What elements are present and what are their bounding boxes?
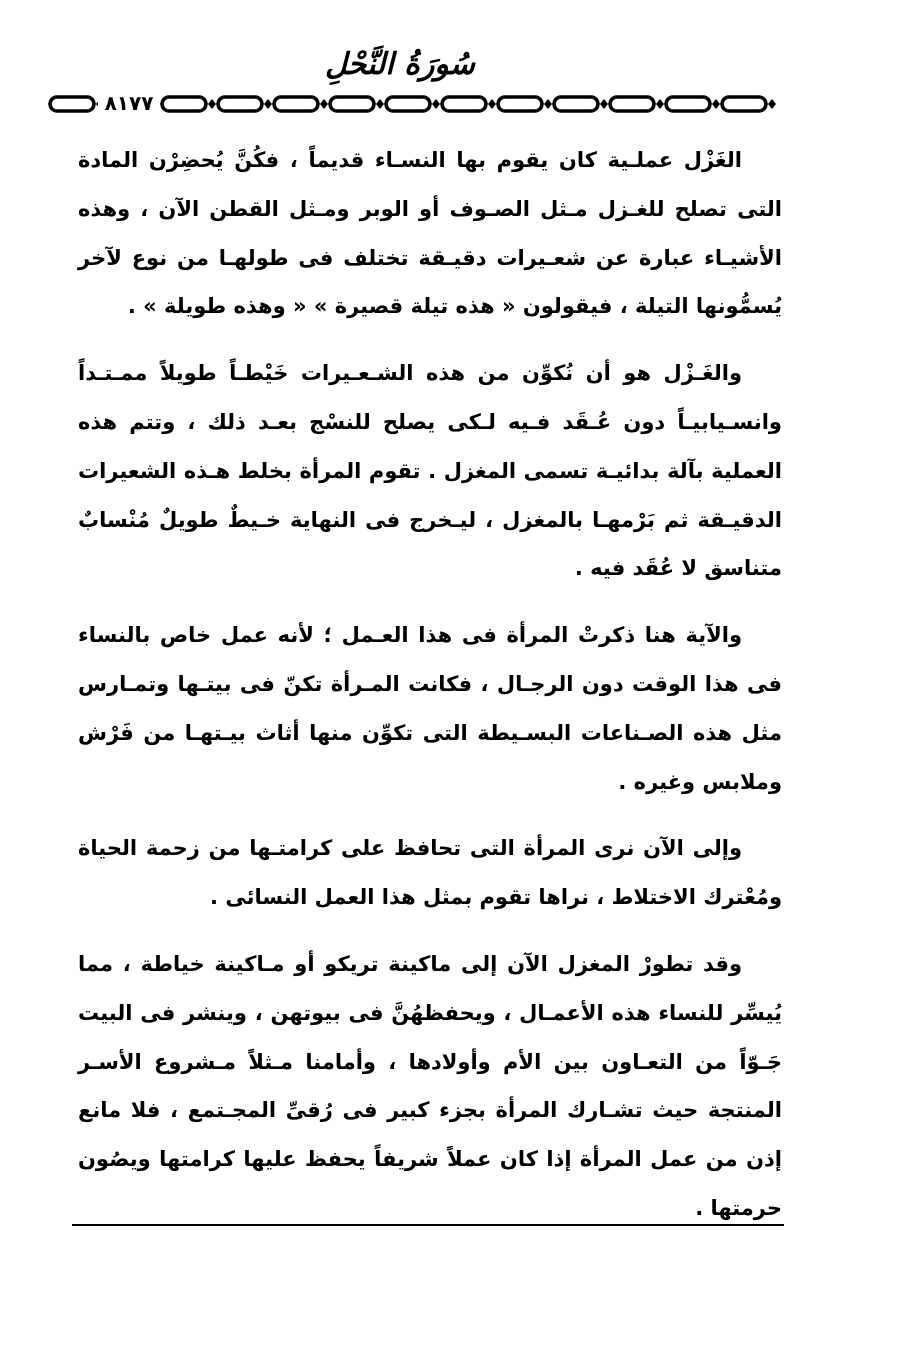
paragraph: والآية هنا ذكرتْ المرأة فى هذا العـمل ؛ لأنه عمل خاص بالنساء فى هذا الوقت دون الرجـال ، فكانت المـرأة تكنّ فى بيتـها وتمـارس مثل هذه الصـناعات البسـيطة التى تكوِّن منها أثاث بيـتهـا من فَرْش وملابس وغيره .: [78, 623, 782, 794]
paragraph: والغَـزْل هو أن نُكوِّن من هذه الشـعـيرات خَيْطـاً طويلاً ممـتـداً وانسـيابيـاً دون عُـقَد فـيه لـكى يصلح للنسْج بعـد ذلك ، وتتم هذه العملية بآلة بدائيـة تسمى المغزل . تقوم المرأة بخلط هـذه الشعيرات الدقيـقة ثم بَرْمهـا بالمغزل ، ليـخرج فى النهاية خـيطٌ طويلٌ مُنْسابٌ متناسق لا عُقَد فيه .: [78, 361, 782, 581]
ornament-link: [442, 97, 486, 111]
header-ornament-band: [48, 92, 810, 116]
ornament-diamond: [376, 99, 384, 109]
ornament-diamond: [488, 99, 496, 109]
ornament-link: [610, 97, 654, 111]
ornament-diamond: [600, 99, 608, 109]
paragraph: وإلى الآن نرى المرأة التى تحافظ على كرامتـها من زحمة الحياة ومُعْترك الاختلاط ، نراها تقوم بمثل هذا العمل النسائى .: [78, 836, 782, 910]
body-text: [78, 136, 782, 1251]
ornament-link: [218, 97, 262, 111]
ornament-link: [274, 97, 318, 111]
surah-title: سُورَةُ النَّحْلِ: [325, 47, 475, 82]
paragraph: وقد تطورْ المغزل الآن إلى ماكينة تريكو أو مـاكينة خياطة ، مما يُيسِّر للنساء هذه الأعمـال ، ويحفظهُنَّ فى بيوتهن ، وينشر فى البيت جَـوّاً من التعـاون بين الأم وأولادها ، وأمامنا مـثلاً مـشروع الأسـر المنتجة حيث تشـارك المرأة بجزء كبير فى رُقىِّ المجـتمع ، فلا مانع إذن من عمل المرأة إذا كان عملاً شريفاً يحفظ عليها كرامتها ويصُون حرمتها .: [78, 951, 782, 1220]
ornament-link: [498, 97, 542, 111]
ornament-link: [554, 97, 598, 111]
paragraph: الغَزْل عملـية كان يقوم بها النسـاء قديماً ، فكُنَّ يُحضِرْن المادة التى تصلح للغـزل مـثل الصـوف أو الوبر ومـثل القطن الآن ، وهذه الأشيـاء عبارة عن شعـيرات دقيـقة تختلف فى طولهـا من نوع لآخر يُسمُّونها التيلة ، فيقولون « هذه تيلة قصيرة » « وهذه طويلة » .: [78, 148, 782, 319]
ornament-link: [666, 97, 710, 111]
ornament-link: [50, 97, 94, 111]
ornament-diamond: [712, 99, 720, 109]
ornament-diamond: [432, 99, 440, 109]
ornament-link: [722, 97, 766, 111]
ornament-diamond: [768, 99, 776, 109]
ornament-diamond: [264, 99, 272, 109]
ornament-diamond: [656, 99, 664, 109]
ornament-diamond: [320, 99, 328, 109]
ornament-link: [162, 97, 206, 111]
page-number: ٨١٧٧: [98, 90, 160, 116]
ornament-link: [330, 97, 374, 111]
ornament-diamond: [208, 99, 216, 109]
ornament-diamond: [544, 99, 552, 109]
footer-rule: [72, 1224, 784, 1226]
ornament-link: [386, 97, 430, 111]
